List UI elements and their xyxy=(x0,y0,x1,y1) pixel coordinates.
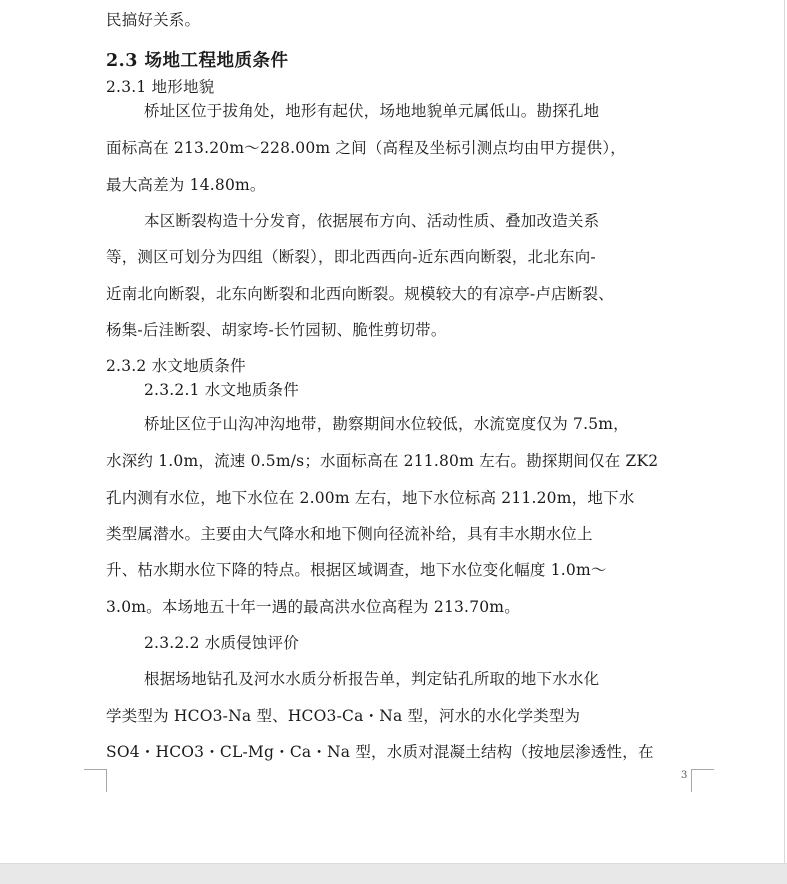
paragraph-line: 3.0m。本场地五十年一遇的最高洪水位高程为 213.70m。 xyxy=(106,598,520,616)
crop-mark-right xyxy=(691,769,714,792)
paragraph-line: 学类型为 HCO3-Na 型、HCO3-Ca・Na 型，河水的水化学类型为 xyxy=(106,707,581,725)
paragraph-line: 升、枯水期水位下降的特点。根据区域调查，地下水位变化幅度 1.0m～ xyxy=(106,561,607,579)
subsubsection-heading: 2.3.2.1 水文地质条件 xyxy=(144,381,299,399)
paragraph-line: 等，测区可划分为四组（断裂），即北西西向-近东西向断裂，北北东向- xyxy=(106,248,596,266)
paragraph-line: 桥址区位于山沟冲沟地带，勘察期间水位较低，水流宽度仅为 7.5m， xyxy=(144,415,629,433)
subsection-heading: 2.3.2 水文地质条件 xyxy=(106,357,246,375)
page-edge xyxy=(784,0,785,863)
page-number: 3 xyxy=(681,770,688,781)
paragraph-line: 本区断裂构造十分发育，依据展布方向、活动性质、叠加改造关系 xyxy=(144,212,600,230)
paragraph-line: 最大高差为 14.80m。 xyxy=(106,176,266,194)
paragraph-line: 根据场地钻孔及河水水质分析报告单，判定钻孔所取的地下水水化 xyxy=(144,670,600,688)
subsubsection-heading: 2.3.2.2 水质侵蚀评价 xyxy=(144,634,299,652)
paragraph-line: 近南北向断裂，北东向断裂和北西向断裂。规模较大的有凉亭-卢店断裂、 xyxy=(106,285,614,303)
paragraph-line: 面标高在 213.20m～228.00m 之间（高程及坐标引测点均由甲方提供）， xyxy=(106,139,626,157)
paragraph-line: SO4・HCO3・CL-Mg・Ca・Na 型，水质对混凝土结构（按地层渗透性，在 xyxy=(106,743,654,761)
paragraph-line: 桥址区位于拔角处，地形有起伏，场地地貌单元属低山。勘探孔地 xyxy=(144,102,600,120)
subsection-heading: 2.3.1 地形地貌 xyxy=(106,78,215,96)
status-bar xyxy=(0,863,787,884)
paragraph-line: 水深约 1.0m，流速 0.5m/s；水面标高在 211.80m 左右。勘探期间仅在 ZK2 xyxy=(106,452,659,470)
text-line: 民搞好关系。 xyxy=(106,11,201,29)
crop-mark-left xyxy=(84,769,107,792)
paragraph-line: 类型属潜水。主要由大气降水和地下侧向径流补给，具有丰水期水位上 xyxy=(106,525,593,543)
paragraph-line: 孔内测有水位，地下水位在 2.00m 左右，地下水位标高 211.20m，地下水 xyxy=(106,489,635,507)
section-heading: 2.3 场地工程地质条件 xyxy=(106,51,289,71)
paragraph-line: 杨集-后洼断裂、胡家垮-长竹园韧、脆性剪切带。 xyxy=(106,321,447,339)
